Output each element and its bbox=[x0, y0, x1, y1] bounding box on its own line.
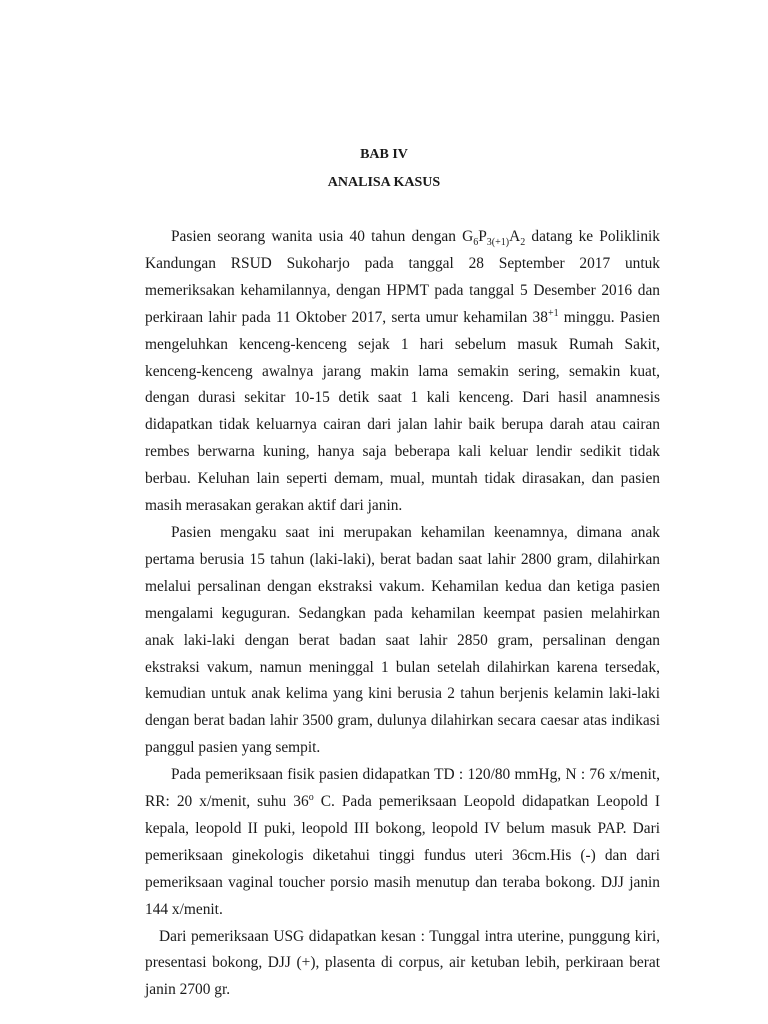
paragraph-4: Dari pemeriksaan USG didapatkan kesan : Tunggal intra uterine, punggung kiri, presentasi bokong, DJJ (+), plasenta di corpus, air ketuban lebih, perkiraan berat janin 2700 gr. bbox=[145, 927, 660, 999]
p1-a-sub: 2 bbox=[520, 237, 526, 249]
p1-g-sub: 6 bbox=[473, 237, 479, 249]
p1-p: P bbox=[478, 228, 487, 245]
p1-text-c: minggu. Pasien mengeluhkan kenceng-kenceng sejak 1 hari sebelum masuk Rumah Sakit, kenceng-kenceng awalnya jarang makin lama semakin sering, semakin kuat, dengan durasi sekitar 10-15 detik saat 1 kali kenceng. Dari hasil anamnesis didapatkan tidak keluarnya cairan dari jalan lahir baik berupa darah atau cairan rembes berwarna kuning, hanya saja beberapa kali keluar lendir sedikit tidak berbau. Keluhan lain seperti demam, mual, muntah tidak dirasakan, dan pasien masih merasakan gerakan aktif dari janin. bbox=[145, 308, 661, 515]
paragraph-3 bbox=[145, 762, 660, 923]
p3-text-a: Pada pemeriksaan fisik pasien didapatkan TD : 120/80 mmHg, N : 76 x/menit, RR: 20 x/menit, suhu 36 bbox=[145, 766, 660, 811]
p1-p-sub: 3(+1) bbox=[486, 237, 510, 249]
body-text bbox=[145, 224, 660, 1004]
chapter-heading: BAB IV bbox=[360, 147, 408, 162]
p3-degree-sup: o bbox=[308, 791, 314, 803]
paragraph-2: Pasien mengaku saat ini merupakan kehamilan keenamnya, dimana anak pertama berusia 15 tahun (laki-laki), berat badan saat lahir 2800 gram, dilahirkan melalui persalinan dengan ekstraksi vakum. Kehamilan kedua dan ketiga pasien mengalami keguguran. Sedangkan pada kehamilan keempat pasien melahirkan anak laki-laki dengan berat badan saat lahir 2850 gram, persalinan dengan ekstraksi vakum, namun meninggal 1 bulan setelah dilahirkan karena tersedak, kemudian untuk anak kelima yang kini berusia 2 tahun berjenis kelamin laki-laki dengan berat badan lahir 3500 gram, dulunya dilahirkan secara caesar atas indikasi panggul pasien yang sempit. bbox=[145, 523, 660, 757]
p1-text-b: datang ke Poliklinik Kandungan RSUD Sukoharjo pada tanggal 28 September 2017 untuk memeriksakan kehamilannya, dengan HPMT pada tanggal 5 Desember 2016 dan perkiraan lahir pada 11 Oktober 2017, serta umur kehamilan 38 bbox=[145, 228, 660, 326]
p1-text-a: Pasien seorang wanita usia 40 tahun dengan G bbox=[171, 228, 474, 245]
p1-a: A bbox=[509, 228, 521, 245]
p3-text-b: C. Pada pemeriksaan Leopold didapatkan Leopold I kepala, leopold II puki, leopold III bokong, leopold IV belum masuk PAP. Dari pemeriksaan ginekologis diketahui tinggi fundus uteri 36cm.His (-) dan dari pemeriksaan vaginal toucher porsio masih menutup dan teraba bokong. DJJ janin 144 x/menit. bbox=[145, 793, 660, 918]
p1-sup: +1 bbox=[547, 307, 559, 319]
chapter-title: ANALISA KASUS bbox=[327, 175, 441, 190]
paragraph-1 bbox=[145, 224, 660, 520]
